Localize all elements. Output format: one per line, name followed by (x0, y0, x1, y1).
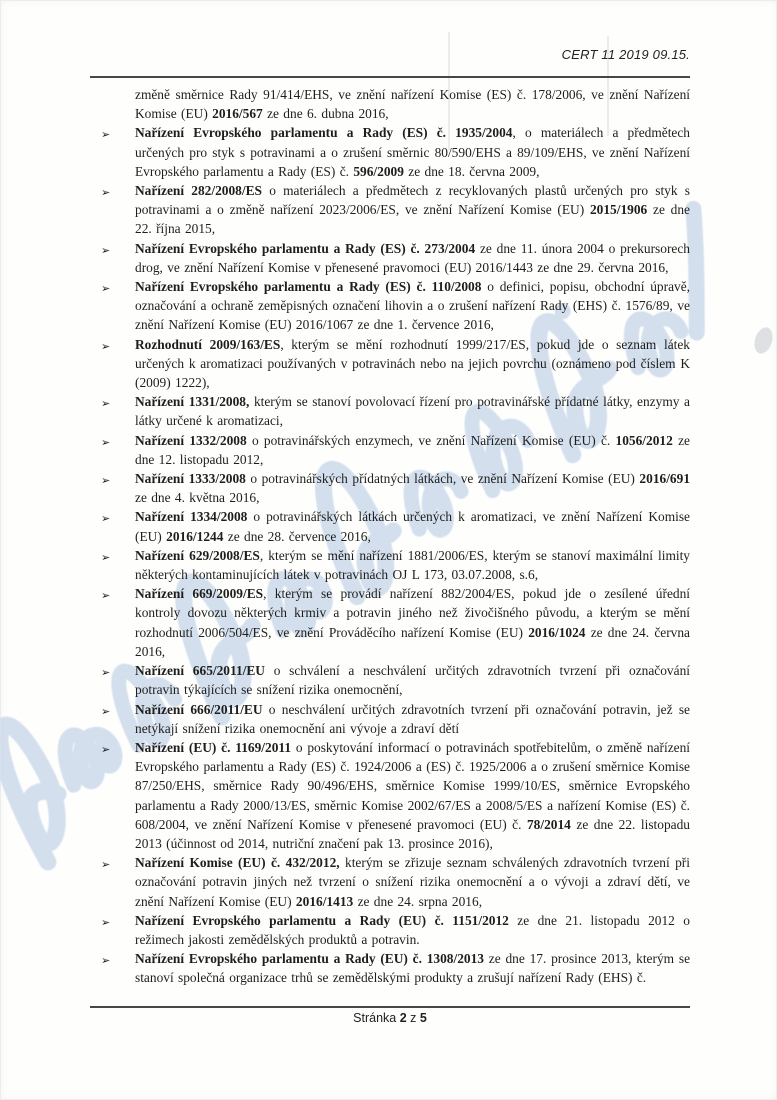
regulation-list (100, 85, 690, 988)
regulation-text: ze dne 21. listopadu 2012 o režimech jakosti zemědělských produktů a potravin. (135, 912, 690, 947)
regulation-reference: Nařízení 629/2008/ES (135, 547, 260, 563)
bullet-arrow-icon: ➢ (101, 858, 111, 872)
bullet-arrow-icon: ➢ (101, 474, 111, 488)
regulation-text: , kterým se mění nařízení 1881/2006/ES, kterým se stanoví maximální limity některých kontaminujících látek v potravinách OJ L 173, 03.07.2008, s.6, (135, 547, 690, 583)
regulation-text: ze dne 24. srpna 2016, (353, 893, 483, 909)
regulation-item (100, 431, 690, 469)
bullet-arrow-icon: ➢ (101, 666, 111, 680)
regulation-item (100, 738, 690, 853)
regulation-text: , o materiálech a předmětech určených pro styk s potravinami a o zrušení směrnic 80/590/EHS a 89/109/EHS, ve znění Nařízení Evropského parlamentu a Rady (ES) č. (135, 125, 691, 179)
regulation-text: kterým se zřizuje seznam schválených zdravotních tvrzení při označování potravin jiných než tvrzení o snížení rizika onemocnění a o vývoji a zdraví dětí, ve znění Nařízení Komise (EU) (135, 855, 690, 909)
regulation-item (100, 277, 690, 335)
footer-divider-line (90, 1006, 690, 1008)
regulation-item (100, 469, 690, 507)
regulation-text: o definici, popisu, obchodní úpravě, označování a ochraně zeměpisných označení lihovin a o zrušení nařízení Rady (EHS) č. 1576/89, ve znění Nařízení Komise (EU) 2016/1067 ze dne 1. července 2016, (135, 279, 691, 333)
footer-label: Stránka (353, 1011, 397, 1025)
regulation-reference: Nařízení 1333/2008 (135, 471, 246, 487)
regulation-text: ze dne 11. února 2004 o prekursorech drog, ve znění Nařízení Komise v přenesené pravomoci (EU) 2016/1443 ze dne 29. června 2016, (135, 240, 690, 275)
bullet-arrow-icon: ➢ (101, 915, 111, 929)
regulation-reference: 2016/691 (639, 471, 691, 487)
regulation-text: o schválení a neschválení určitých zdravotních tvrzení při označování potravin týkajících se snížení rizika onemocnění, (135, 663, 690, 698)
regulation-reference: 1056/2012 (615, 432, 673, 448)
footer-of-word: z (410, 1011, 417, 1025)
regulation-text: o neschválení určitých zdravotních tvrzení při označování potravin, jež se netýkají snížení rizika onemocnění ani vývoje a zdraví dětí (135, 701, 690, 736)
regulation-reference: Nařízení Evropského parlamentu a Rady (ES) č. 273/2004 (135, 240, 476, 256)
regulation-text: ze dne 6. dubna 2016, (262, 106, 389, 122)
regulation-reference: Nařízení 1331/2008, (135, 394, 250, 410)
header-document-code: CERT 11 2019 09.15. (561, 47, 690, 62)
regulation-reference: Nařízení 665/2011/EU (135, 663, 265, 679)
regulation-item (100, 239, 690, 277)
bullet-arrow-icon: ➢ (101, 243, 111, 257)
regulation-reference: Nařízení Evropského parlamentu a Rady (EU) č. 1308/2013 (135, 951, 485, 967)
regulation-text: ze dne 28. července 2016, (223, 528, 371, 544)
regulation-reference: 596/2009 (353, 163, 404, 179)
bullet-arrow-icon: ➢ (101, 589, 111, 603)
regulation-text: o potravinářských přídatných látkách, ve znění Nařízení Komise (EU) (245, 471, 640, 487)
regulation-text: o materiálech a předmětech z recyklovaných plastů určených pro styk s potravinami a o změně nařízení 2023/2006/ES, ve znění Nařízení Komise (EU) (135, 183, 690, 218)
regulation-item (100, 853, 690, 911)
regulation-item (100, 700, 690, 738)
regulation-text: ze dne 22. listopadu 2013 (účinnost od 2014, nutriční značení pak 13. prosince 2016), (135, 816, 690, 851)
regulation-text: o poskytování informací o potravinách spotřebitelům, o změně nařízení Evropského parlamentu a Rady (ES) č. 1924/2006 a (ES) č. 1925/2006 a o zrušení směrnice Komise 87/250/EHS, směrnice Rady 90/496/EHS, směrnice Komise 1999/10/ES, směrnice Evropského parlamentu a Rady 2000/13/ES, směrnic Komise 2002/67/ES a 2008/5/ES a nařízení Komise (ES) č. 608/2004, ve znění Nařízení Komise v přenesené pravomoci (EU) č. (135, 739, 690, 832)
regulation-text: ze dne 4. května 2016, (135, 490, 260, 506)
regulation-item (100, 392, 690, 430)
regulation-text: , kterým se mění rozhodnutí 1999/217/ES, pokud jde o seznam látek určených k aromatizaci používaných v potravinách nebo na jejich povrchu (oznámeno pod číslem K (2009) 1222), (135, 336, 690, 391)
bullet-arrow-icon: ➢ (101, 186, 111, 200)
regulation-item (100, 181, 690, 239)
regulation-reference: Rozhodnutí 2009/163/ES (135, 336, 281, 352)
bullet-arrow-icon: ➢ (101, 339, 111, 353)
regulation-reference: Nařízení 1332/2008 (135, 432, 247, 448)
regulation-item (100, 335, 690, 393)
regulation-reference: Nařízení 282/2008/ES (135, 183, 262, 199)
regulation-reference: Nařízení Evropského parlamentu a Rady (ES) č. 110/2008 (135, 279, 482, 295)
regulation-reference: 2015/1906 (589, 202, 648, 218)
regulation-item (100, 584, 690, 661)
bullet-arrow-icon: ➢ (101, 397, 111, 411)
regulation-reference: 2016/567 (212, 106, 263, 122)
regulation-text: změně směrnice Rady 91/414/EHS, ve znění nařízení Komise (ES) č. 178/2006, ve znění Nařízení Komise (EU) (135, 87, 690, 122)
header-divider-line (90, 76, 690, 78)
regulation-reference: 2016/1244 (166, 528, 224, 544)
regulation-reference: 2016/1413 (295, 893, 354, 909)
regulation-item (100, 507, 690, 545)
bullet-arrow-icon: ➢ (101, 512, 111, 526)
regulation-text: ze dne 22. října 2015, (135, 202, 690, 237)
regulation-reference: Nařízení Komise (EU) č. 432/2012, (135, 855, 340, 871)
regulation-text: ze dne 17. prosince 2013, kterým se stanoví společná organizace trhů se zemědělskými produkty a zrušují nařízení Rady (EHS) č. (135, 951, 691, 986)
regulation-text: kterým se stanoví povolovací řízení pro potravinářské přídatné látky, enzymy a látky určené k aromatizaci, (135, 394, 690, 429)
regulation-item (100, 546, 690, 584)
footer-page-number: 2 (399, 1011, 407, 1025)
regulation-reference: Nařízení Evropského parlamentu a Rady (EU) č. 1151/2012 (135, 912, 509, 928)
regulation-reference: Nařízení 1334/2008 (135, 509, 248, 525)
regulation-item (100, 123, 690, 181)
regulation-reference: 78/2014 (526, 816, 571, 832)
bullet-arrow-icon: ➢ (101, 128, 111, 142)
regulation-text: ze dne 12. listopadu 2012, (135, 432, 690, 467)
continued-paragraph (100, 85, 690, 123)
regulation-text: o potravinářských látkách určených k aromatizaci, ve znění Nařízení Komise (EU) (135, 509, 690, 544)
regulation-reference: Nařízení 669/2009/ES (135, 586, 264, 602)
bullet-arrow-icon: ➢ (101, 282, 111, 296)
regulation-item (100, 661, 690, 699)
page-footer (90, 1011, 690, 1025)
bullet-arrow-icon: ➢ (101, 704, 111, 718)
bullet-arrow-icon: ➢ (101, 550, 111, 564)
regulation-reference: Nařízení 666/2011/EU (135, 701, 263, 717)
regulation-item (100, 911, 690, 949)
bullet-arrow-icon: ➢ (101, 742, 111, 756)
bullet-arrow-icon: ➢ (101, 435, 111, 449)
regulation-text: ze dne 24. června 2016, (135, 624, 691, 659)
bullet-arrow-icon: ➢ (101, 954, 111, 968)
regulation-item (100, 949, 690, 987)
regulation-reference: Nařízení (EU) č. 1169/2011 (135, 739, 292, 755)
footer-total-pages: 5 (419, 1011, 427, 1025)
regulation-reference: Nařízení Evropského parlamentu a Rady (ES) č. 1935/2004 (135, 125, 513, 141)
regulation-text: o potravinářských enzymech, ve znění Nařízení Komise (EU) č. (246, 432, 616, 448)
regulation-text: , kterým se provádí nařízení 882/2004/ES, pokud jde o zesílené úřední kontroly dovozu některých krmiv a potravin jiného než živočišného původu, a kterým se mění rozhodnutí 2006/504/ES, ve znění Prováděcího nařízení Komise (EU) (135, 586, 691, 640)
regulation-text: ze dne 18. června 2009, (403, 163, 540, 179)
regulation-reference: 2016/1024 (528, 624, 586, 640)
